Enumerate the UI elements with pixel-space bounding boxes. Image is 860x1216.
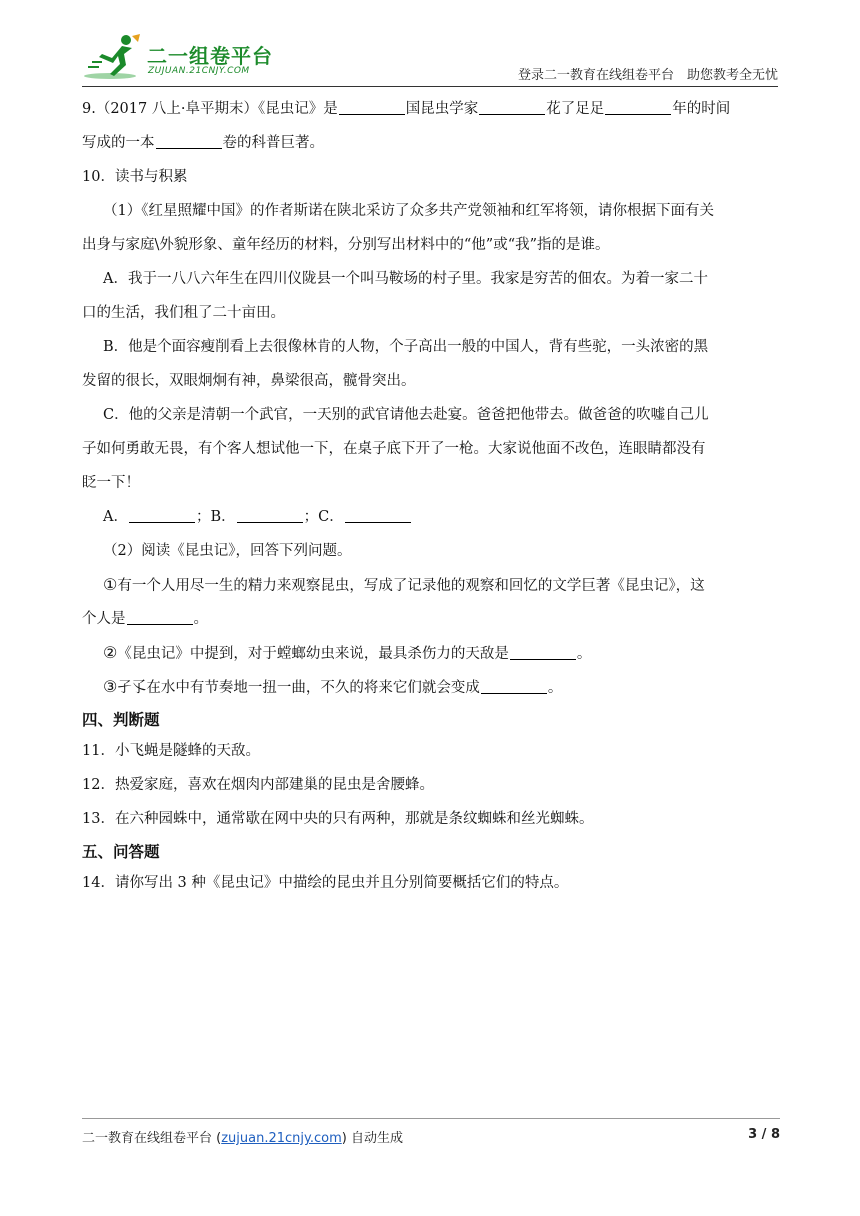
answer-blank[interactable] — [156, 132, 222, 149]
question-10-sub2: （2）阅读《昆虫记》，回答下列问题。 — [103, 543, 352, 559]
question-9: 9.（2017 八上·阜平期末）《昆虫记》是 国昆虫学家 花了足足 年的时间 — [82, 92, 780, 126]
footer-source: 二一教育在线组卷平台 (zujuan.21cnjy.com) 自动生成 — [82, 1131, 403, 1146]
material-c-end: 眨一下！ — [82, 475, 140, 491]
question-10-sub1: （1）《红星照耀中国》的作者斯诺在陕北采访了众多共产党领袖和红军将领，请你根据下面有关 — [103, 203, 714, 219]
header-slogan: 登录二一教育在线组卷平台 助您教考全无忧 — [517, 68, 778, 83]
question-12: 12．热爱家庭，喜欢在烟肉内部建巢的昆虫是舍腰蜂。 — [82, 777, 434, 793]
material-c: C．他的父亲是清朝一个武官，一天别的武官请他去赴宴。爸爸把他带去。做爸爸的吹嘘自己儿 — [103, 407, 709, 423]
answer-line-abc: A． ；B． ；C． — [82, 500, 780, 534]
answer-blank[interactable] — [481, 677, 547, 694]
page-number: 3 / 8 — [748, 1127, 780, 1142]
question-11: 11．小飞蝇是隧蜂的天敌。 — [82, 743, 260, 759]
question-10-title: 10．读书与积累 — [82, 169, 188, 185]
question-10-sub1-cont: 出身与家庭\外貌形象、童年经历的材料，分别写出材料中的“他”或“我”指的是谁。 — [82, 237, 610, 253]
footer-site-link[interactable]: zujuan.21cnjy.com — [221, 1131, 342, 1146]
answer-blank[interactable] — [127, 608, 193, 625]
material-b-cont: 发留的很长，双眼炯炯有神，鼻梁很高，髋骨突出。 — [82, 373, 416, 389]
running-figure-icon — [82, 32, 144, 82]
sub2-item-1-cont: 个人是 。 — [82, 602, 780, 636]
section-title-judgement: 四、判断题 — [82, 711, 160, 729]
logo-subtitle: ZUJUAN.21CNJY.COM — [148, 66, 250, 76]
answer-blank[interactable] — [510, 643, 576, 660]
question-13: 13．在六种园蛛中，通常歇在网中央的只有两种，那就是条纹蜘蛛和丝光蜘蛛。 — [82, 811, 594, 827]
question-14: 14．请你写出 3 种《昆虫记》中描绘的昆虫并且分别简要概括它们的特点。 — [82, 875, 569, 891]
material-c-cont: 子如何勇敢无畏，有个客人想试他一下，在桌子底下开了一枪。大家说他面不改色，连眼睛都没有 — [82, 441, 706, 457]
answer-blank[interactable] — [129, 506, 195, 523]
question-9-cont: 写成的一本 卷的科普巨著。 — [82, 126, 780, 160]
logo-title: 二一组卷平台 — [147, 44, 273, 68]
logo[interactable] — [82, 30, 282, 82]
answer-blank[interactable] — [237, 506, 303, 523]
page-header — [82, 30, 778, 90]
page-footer — [82, 1118, 780, 1146]
answer-blank[interactable] — [339, 98, 405, 115]
section-title-qa: 五、问答题 — [82, 843, 160, 861]
answer-blank[interactable] — [479, 98, 545, 115]
answer-blank[interactable] — [345, 506, 411, 523]
sub2-item-1: ①有一个人用尽一生的精力来观察昆虫，写成了记录他的观察和回忆的文学巨著《昆虫记》，这 — [103, 575, 705, 594]
material-a: A．我于一八八六年生在四川仪陇县一个叫马鞍场的村子里。我家是穷苦的佃农。为着一家二十 — [103, 271, 708, 287]
page-content — [82, 92, 780, 900]
sub2-item-2: ②《昆虫记》中提到，对于螳螂幼虫来说，最具杀伤力的天敌是 。 — [103, 643, 592, 662]
sub2-item-3: ③孑孓在水中有节奏地一扭一曲，不久的将来它们就会变成 。 — [103, 677, 563, 696]
header-divider — [82, 86, 778, 87]
answer-blank[interactable] — [605, 98, 671, 115]
material-b: B．他是个面容瘦削看上去很像林肯的人物，个子高出一般的中国人，背有些驼，一头浓密的黑 — [103, 339, 709, 355]
material-a-cont: 口的生活，我们租了二十亩田。 — [82, 305, 285, 321]
